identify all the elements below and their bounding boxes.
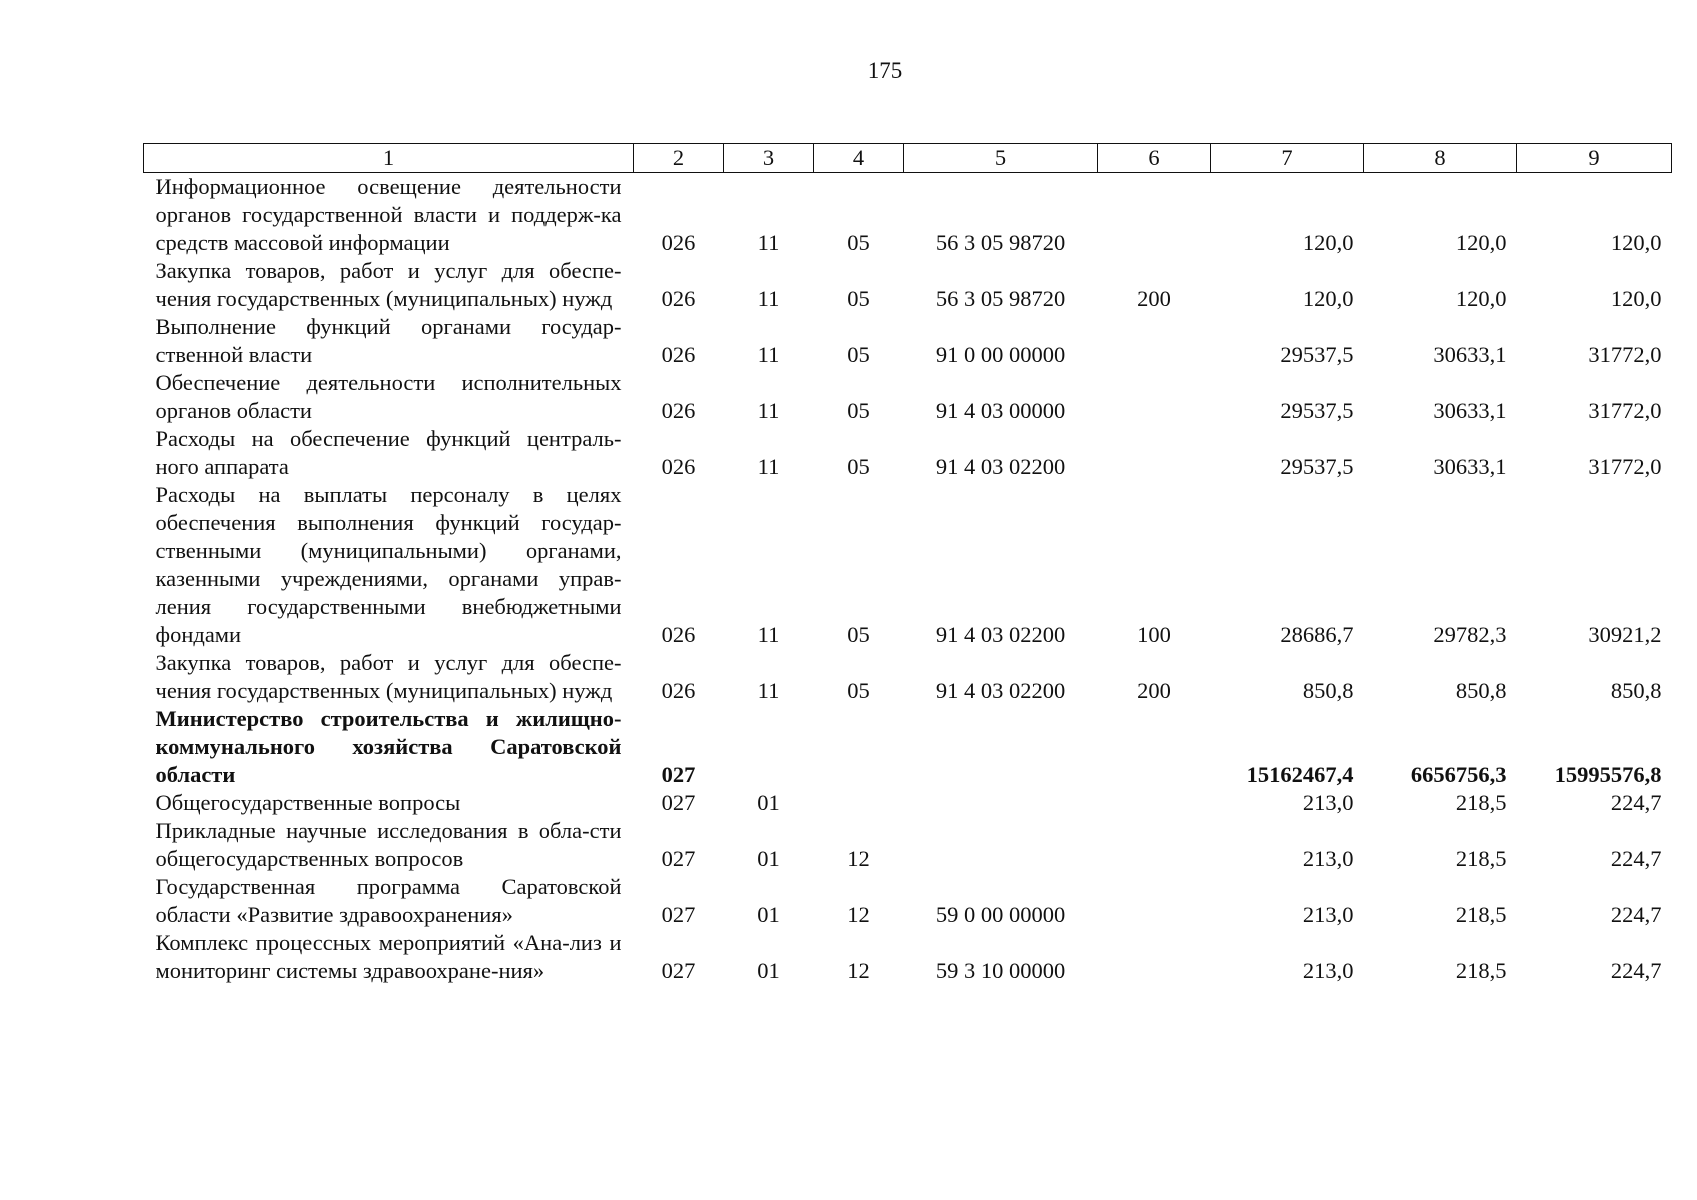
table-row xyxy=(144,313,1672,369)
cell-amount-year2: 218,5 xyxy=(1455,790,1507,815)
cell-amount-year1: 213,0 xyxy=(1302,790,1354,815)
cell-section: 01 xyxy=(757,958,780,983)
table-row xyxy=(144,369,1672,425)
cell-target-item: 91 4 03 02200 xyxy=(935,454,1066,479)
cell-amount-year1: 120,0 xyxy=(1302,286,1354,311)
header-cell: 9 xyxy=(1517,144,1672,173)
cell-amount-year3: 224,7 xyxy=(1610,790,1662,815)
cell-amount-year3: 224,7 xyxy=(1610,958,1662,983)
table-row xyxy=(144,705,1672,789)
cell-name: Государственная программа Саратовской области «Развитие здравоохранения» xyxy=(155,874,622,927)
header-cell: 2 xyxy=(634,144,724,173)
table-row xyxy=(144,173,1672,258)
cell-amount-year1: 29537,5 xyxy=(1280,398,1354,423)
cell-amount-year3: 31772,0 xyxy=(1588,454,1662,479)
table-row xyxy=(144,257,1672,313)
cell-amount-year2: 120,0 xyxy=(1455,230,1507,255)
cell-amount-year2: 29782,3 xyxy=(1433,622,1507,647)
cell-ministry-code: 027 xyxy=(661,846,696,871)
cell-name: Информационное освещение деятельности органов государственной власти и поддерж-ка средств массовой информации xyxy=(155,174,622,255)
cell-amount-year1: 29537,5 xyxy=(1280,342,1354,367)
cell-name: Расходы на выплаты персоналу в целях обеспечения выполнения функций государ-ственными (муниципальными) органами, казенными учреждениями, органами управ-ления государственными внебюджетными фондами xyxy=(155,482,622,647)
cell-section: 01 xyxy=(757,846,780,871)
cell-amount-year2: 850,8 xyxy=(1455,678,1507,703)
cell-subsection: 05 xyxy=(847,342,870,367)
cell-target-item: 91 4 03 02200 xyxy=(935,678,1066,703)
cell-ministry-code: 027 xyxy=(661,790,696,815)
cell-amount-year2: 30633,1 xyxy=(1433,342,1507,367)
cell-amount-year1: 15162467,4 xyxy=(1246,762,1354,787)
cell-target-item: 59 0 00 00000 xyxy=(935,902,1066,927)
cell-ministry-code: 026 xyxy=(661,398,696,423)
table-row xyxy=(144,789,1672,817)
cell-ministry-code: 026 xyxy=(661,678,696,703)
cell-amount-year2: 218,5 xyxy=(1455,846,1507,871)
cell-amount-year2: 120,0 xyxy=(1455,286,1507,311)
cell-subsection: 05 xyxy=(847,398,870,423)
cell-expense-type xyxy=(1098,705,1211,789)
cell-expense-type xyxy=(1098,313,1211,369)
table-body xyxy=(144,173,1672,986)
cell-amount-year1: 213,0 xyxy=(1302,846,1354,871)
cell-section xyxy=(724,705,814,789)
cell-amount-year1: 120,0 xyxy=(1302,230,1354,255)
cell-name: Министерство строительства и жилищно-коммунального хозяйства Саратовской области xyxy=(155,706,622,787)
cell-amount-year3: 15995576,8 xyxy=(1554,762,1662,787)
cell-ministry-code: 026 xyxy=(661,622,696,647)
cell-subsection: 05 xyxy=(847,454,870,479)
cell-amount-year2: 30633,1 xyxy=(1433,454,1507,479)
cell-target-item xyxy=(904,817,1098,873)
cell-target-item: 56 3 05 98720 xyxy=(935,286,1066,311)
cell-section: 11 xyxy=(757,230,780,255)
cell-target-item: 59 3 10 00000 xyxy=(935,958,1066,983)
cell-section: 11 xyxy=(757,342,780,367)
cell-amount-year2: 218,5 xyxy=(1455,958,1507,983)
cell-section: 01 xyxy=(757,902,780,927)
cell-section: 11 xyxy=(757,398,780,423)
cell-section: 11 xyxy=(757,622,780,647)
header-cell: 5 xyxy=(904,144,1098,173)
cell-expense-type: 200 xyxy=(1137,678,1171,703)
table-header xyxy=(144,144,1672,173)
cell-subsection: 12 xyxy=(847,902,870,927)
table-row xyxy=(144,649,1672,705)
cell-amount-year3: 31772,0 xyxy=(1588,342,1662,367)
table-row xyxy=(144,873,1672,929)
header-cell: 4 xyxy=(814,144,904,173)
cell-target-item xyxy=(904,705,1098,789)
cell-expense-type xyxy=(1098,873,1211,929)
page-number: 175 xyxy=(867,58,903,83)
cell-amount-year3: 31772,0 xyxy=(1588,398,1662,423)
cell-subsection xyxy=(814,789,904,817)
header-cell: 6 xyxy=(1098,144,1211,173)
cell-expense-type xyxy=(1098,369,1211,425)
cell-target-item: 91 4 03 00000 xyxy=(935,398,1066,423)
cell-section: 11 xyxy=(757,454,780,479)
table-row xyxy=(144,481,1672,649)
cell-amount-year3: 30921,2 xyxy=(1588,622,1662,647)
cell-subsection: 05 xyxy=(847,622,870,647)
table-row xyxy=(144,817,1672,873)
cell-name: Выполнение функций органами государ-ственной власти xyxy=(155,314,622,367)
cell-section: 01 xyxy=(757,790,780,815)
cell-amount-year2: 218,5 xyxy=(1455,902,1507,927)
cell-section: 11 xyxy=(757,286,780,311)
cell-target-item xyxy=(904,789,1098,817)
cell-amount-year1: 29537,5 xyxy=(1280,454,1354,479)
cell-expense-type xyxy=(1098,817,1211,873)
cell-amount-year1: 850,8 xyxy=(1302,678,1354,703)
header-cell: 8 xyxy=(1364,144,1517,173)
cell-amount-year1: 28686,7 xyxy=(1280,622,1354,647)
header-cell: 3 xyxy=(724,144,814,173)
cell-amount-year1: 213,0 xyxy=(1302,958,1354,983)
cell-ministry-code: 026 xyxy=(661,286,696,311)
cell-ministry-code: 027 xyxy=(661,958,696,983)
cell-name: Расходы на обеспечение функций централь-ного аппарата xyxy=(155,426,622,479)
cell-target-item: 91 4 03 02200 xyxy=(935,622,1066,647)
cell-expense-type xyxy=(1098,173,1211,258)
cell-name: Комплекс процессных мероприятий «Ана-лиз и мониторинг системы здравоохране-ния» xyxy=(155,930,622,983)
header-row xyxy=(144,144,1672,173)
cell-expense-type: 100 xyxy=(1137,622,1171,647)
cell-subsection: 12 xyxy=(847,958,870,983)
cell-name: Прикладные научные исследования в обла-сти общегосударственных вопросов xyxy=(155,818,622,871)
cell-amount-year3: 224,7 xyxy=(1610,846,1662,871)
header-cell: 1 xyxy=(144,144,634,173)
cell-ministry-code: 026 xyxy=(661,342,696,367)
cell-subsection: 05 xyxy=(847,286,870,311)
cell-ministry-code: 026 xyxy=(661,230,696,255)
cell-name: Закупка товаров, работ и услуг для обеспе-чения государственных (муниципальных) нужд xyxy=(155,650,622,703)
cell-amount-year1: 213,0 xyxy=(1302,902,1354,927)
cell-amount-year2: 30633,1 xyxy=(1433,398,1507,423)
cell-ministry-code: 026 xyxy=(661,454,696,479)
cell-amount-year3: 224,7 xyxy=(1610,902,1662,927)
table-row xyxy=(144,929,1672,985)
cell-name: Обеспечение деятельности исполнительных органов области xyxy=(155,370,622,423)
cell-section: 11 xyxy=(757,678,780,703)
cell-amount-year3: 850,8 xyxy=(1610,678,1662,703)
cell-subsection: 05 xyxy=(847,230,870,255)
cell-amount-year3: 120,0 xyxy=(1610,230,1662,255)
cell-expense-type xyxy=(1098,425,1211,481)
cell-name: Закупка товаров, работ и услуг для обеспе-чения государственных (муниципальных) нужд xyxy=(155,258,622,311)
cell-expense-type: 200 xyxy=(1137,286,1171,311)
cell-amount-year3: 120,0 xyxy=(1610,286,1662,311)
budget-table xyxy=(143,143,1672,985)
cell-amount-year2: 6656756,3 xyxy=(1410,762,1507,787)
table-row xyxy=(144,425,1672,481)
cell-name: Общегосударственные вопросы xyxy=(155,790,461,815)
cell-ministry-code: 027 xyxy=(661,902,696,927)
header-cell: 7 xyxy=(1211,144,1364,173)
cell-ministry-code: 027 xyxy=(661,762,696,787)
cell-expense-type xyxy=(1098,789,1211,817)
cell-expense-type xyxy=(1098,929,1211,985)
cell-subsection: 12 xyxy=(847,846,870,871)
cell-target-item: 56 3 05 98720 xyxy=(935,230,1066,255)
cell-subsection: 05 xyxy=(847,678,870,703)
cell-subsection xyxy=(814,705,904,789)
cell-target-item: 91 0 00 00000 xyxy=(935,342,1066,367)
